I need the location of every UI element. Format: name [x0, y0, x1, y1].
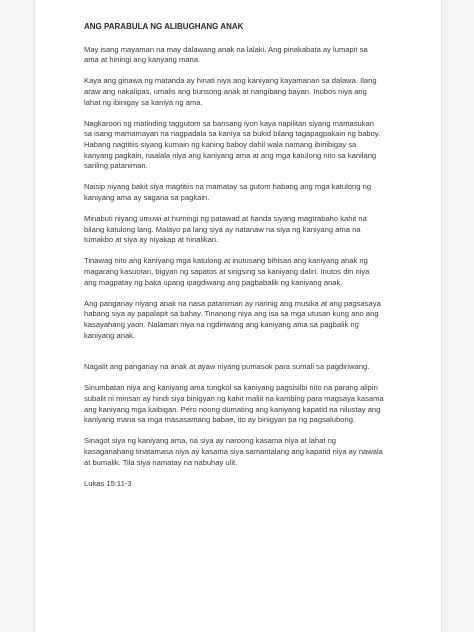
paragraph-5: Minabuti niyang umuwi at humingi ng patawad at handa siyang magtrabaho kahit na bilang katulong lang. Malayo pa lang siya ay natanaw na siya ng kaniyang ama na tumakbo at siya ay niyakap at hinalikan.: [84, 214, 367, 245]
paragraph-9: Sinumbatan niya ang kaniyang ama tungkol sa kaniyang pagsisilbi nito na parang alipin subalit ni minsan ay hindi siya binigyan ng kahit maliit na kambing para magsaya kasama ang kaniyang mga kaibigan. Pero noong dumating ang kaniyang kapatid na nilustay ang kaniyang mana sa mga masasamang babae, ito ay binigyan pa ng pagsalubong.: [84, 383, 384, 425]
document-content: [84, 22, 384, 500]
paragraph-1: May isang mayaman na may dalawang anak na lalaki. Ang pinakabata ay lumapit sa ama at hiningi ang kanyang mana.: [84, 44, 368, 65]
bible-reference: Lukas 15:11-3: [84, 478, 132, 488]
paragraph-6: Tinawag nito ang kaniyang mga katulong at inutusang bihisan ang kaniyang anak ng magarang kasuotan, bigyan ng sapatos at singsing sa kaniyang daliri. Inutos din niya ang magpatay ng baka upang ipagdiwang ang pagbabalik ng kaniyang anak.: [84, 256, 370, 287]
paragraph-2: Kaya ang ginawa ng matanda ay hinati niya ang kaniyang kayamanan sa dalawa. Ilang araw ang nakalipas, umalis ang bunsong anak at nangibang bayan. Inubos niya ang lahat ng ibinigay sa kaniya ng ama.: [84, 76, 377, 107]
paragraph-3: Nagkaroon ng matinding taggutom sa bansang iyon kaya napilitan siyang mamasukan sa isang mamamayan na nagpadala sa kaniya sa bukid bilang tagapagpakain ng baboy. Habang nagtitiis siyang kumain ng kaning baboy dahil wala namang ibinibigay sa kanyang pagkain, naalala niya ang kaniyang ama at ang mga katulong nito sa kanilang sariling pataniman.: [84, 118, 381, 171]
paragraph-7: Ang panganay niyang anak na nasa pataniman ay narinig ang musika at ang pagsasaya habang siya ay papalapit sa bahay. Tinanong niya ang isa sa mga utusan kung ano ang kasayahang yaon. Nalaman niya na ngdiriwang ang kaniyang ama sa pagbalik ng kaniyang anak.: [84, 298, 381, 340]
paragraph-8: Nagalit ang panganay na anak at ayaw niyang pumasok para sumali sa pagdiriwang.: [84, 362, 370, 372]
paragraph-10: Sinagot siya ng kaniyang ama, na siya ay naroong kasama niya at lahat ng kasaganahang tinatamasa niya ay kasama siya samantalang ang kapatid niya ay nawala at bumalik. Tila siya namatay na nabuhay ulit.: [84, 436, 383, 467]
document-title: ANG PARABULA NG ALIBUGHANG ANAK: [84, 22, 244, 31]
paragraph-4: Naisip niyang bakit siya magtitiis na mamatay sa gutom habang ang mga katulong ng kaniyang ama ay sagana sa pagkain.: [84, 182, 372, 202]
